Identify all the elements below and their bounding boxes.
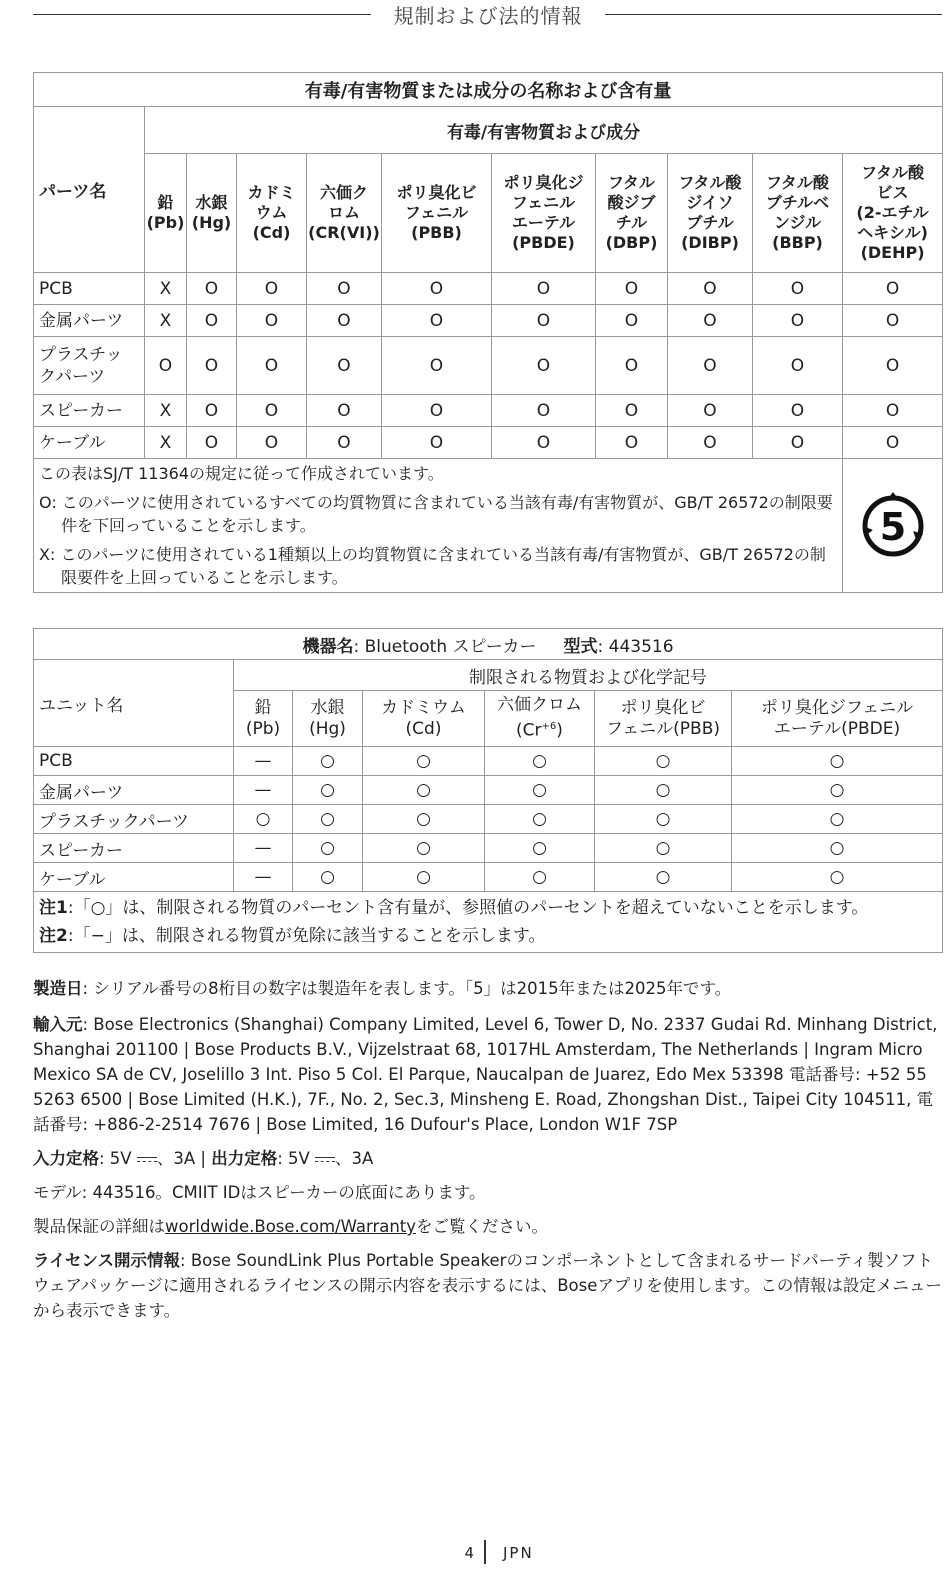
cell: O xyxy=(187,273,237,305)
cell: O xyxy=(596,395,668,427)
cell: O xyxy=(492,427,596,459)
cell: ○ xyxy=(732,805,943,834)
cell: O xyxy=(492,395,596,427)
cell: ○ xyxy=(293,776,363,805)
cell: ○ xyxy=(363,805,485,834)
row-name: プラスチックパーツ xyxy=(34,805,234,834)
cell: O xyxy=(307,337,382,395)
cell: ○ xyxy=(485,776,595,805)
cell: ○ xyxy=(293,863,363,892)
table-row xyxy=(34,863,943,892)
note-standard: この表はSJ/T 11364の規定に従って作成されています。 xyxy=(39,464,444,483)
table-row xyxy=(34,805,943,834)
column-header: ポリ臭化ジ フェニル エーテル (PBDE) xyxy=(492,154,596,273)
cell: ○ xyxy=(732,776,943,805)
table1-notes xyxy=(34,459,843,593)
cell: O xyxy=(382,395,492,427)
column-header: カドミウム (Cd) xyxy=(363,691,485,747)
footer-divider xyxy=(484,1540,486,1564)
header-rule-right xyxy=(605,14,942,15)
row-name: 金属パーツ xyxy=(34,776,234,805)
warranty-link[interactable]: worldwide.Bose.com/Warranty xyxy=(165,1217,417,1236)
manufacture-date: 製造日: シリアル番号の8桁目の数字は製造年を表します。「5」は2015年または2025年です。 xyxy=(33,979,732,998)
column-header: 六価クロム $(Cr^{+6})$ xyxy=(485,691,595,747)
cell: ○ xyxy=(363,863,485,892)
page-title: 規制および法的情報 xyxy=(393,4,583,28)
hazardous-substances-table xyxy=(33,72,943,593)
cell: O xyxy=(187,337,237,395)
cell: O xyxy=(753,305,843,337)
dc-symbol-icon xyxy=(315,1156,335,1164)
page-footer xyxy=(0,1540,950,1568)
row-name: プラスチッ クパーツ xyxy=(34,337,145,395)
table-row xyxy=(34,427,943,459)
cell: ○ xyxy=(595,776,732,805)
row-name: ケーブル xyxy=(34,427,145,459)
cell: O xyxy=(843,427,943,459)
cell: X xyxy=(145,305,187,337)
cell: O xyxy=(382,305,492,337)
row-name: ケーブル xyxy=(34,863,234,892)
ratings: 入力定格: 5V 、3A | 出力定格: 5V 、3A xyxy=(33,1149,374,1168)
device-value: : Bluetooth スピーカー xyxy=(353,636,537,657)
cell: O xyxy=(382,273,492,305)
cell: O xyxy=(492,305,596,337)
cell: ○ xyxy=(485,805,595,834)
cell: O xyxy=(237,427,307,459)
table1-title: 有毒/有害物質または成分の名称および含有量 xyxy=(34,73,943,107)
column-header: 水銀 (Hg) xyxy=(293,691,363,747)
cell: O xyxy=(382,427,492,459)
column-header: フタル 酸ジブ チル (DBP) xyxy=(596,154,668,273)
table-row xyxy=(34,337,943,395)
column-header: 水銀 (Hg) xyxy=(187,154,237,273)
cell: ○ xyxy=(293,805,363,834)
restricted-substances-table xyxy=(33,628,943,953)
cell: O xyxy=(307,427,382,459)
cell: ○ xyxy=(595,805,732,834)
column-header: ポリ臭化ビ フェニル (PBB) xyxy=(382,154,492,273)
row-name: PCB xyxy=(34,273,145,305)
cell: O xyxy=(307,273,382,305)
cell: O xyxy=(307,395,382,427)
column-header: カドミ ウム (Cd) xyxy=(237,154,307,273)
cell: X xyxy=(145,273,187,305)
cell: O xyxy=(843,305,943,337)
cell: O xyxy=(843,337,943,395)
license-info: ライセンス開示情報: Bose SoundLink Plus Portable Speakerのコンポーネントとして含まれるサードパーティ製ソフトウェアパッケージに適用されるライセンスの開示内容を表示するには、Boseアプリを使用します。この情報は設定メニューから表示できます。 xyxy=(33,1251,942,1320)
language-code: JPN xyxy=(503,1544,534,1562)
cell: O xyxy=(753,395,843,427)
row-name: スピーカー xyxy=(34,834,234,863)
recycle-5-icon xyxy=(851,484,935,568)
column-header: ポリ臭化ビ フェニル(PBB) xyxy=(595,691,732,747)
cell: ○ xyxy=(234,805,293,834)
cell: ○ xyxy=(595,747,732,776)
note-2: 注2:「−」は、制限される物質が免除に該当することを示します。 xyxy=(39,926,546,946)
cell: O xyxy=(753,273,843,305)
model-value: : 443516 xyxy=(597,636,674,657)
cell: O xyxy=(753,337,843,395)
page-number: 4 xyxy=(464,1544,474,1562)
table1-subtitle: 有毒/有害物質および成分 xyxy=(145,107,943,154)
cell: O xyxy=(668,337,753,395)
cell: ○ xyxy=(732,747,943,776)
note-o: O: このパーツに使用されているすべての均質物質に含まれている当該有毒/有害物質が、GB/T 26572の制限要件を下回っていることを示します。 xyxy=(39,493,833,535)
table2-subtitle: 制限される物質および化学記号 xyxy=(234,660,943,691)
cell: ○ xyxy=(485,834,595,863)
table2-notes xyxy=(34,892,943,953)
cell: O xyxy=(668,305,753,337)
cell: O xyxy=(237,305,307,337)
row-name: PCB xyxy=(34,747,234,776)
cell: O xyxy=(145,337,187,395)
model-info: モデル: 443516。CMIIT IDはスピーカーの底面にあります。 xyxy=(33,1183,486,1202)
table1-column-headers xyxy=(34,154,943,273)
table-row xyxy=(34,305,943,337)
column-header: 鉛 (Pb) xyxy=(145,154,187,273)
header-rule-left xyxy=(33,14,371,15)
cell: O xyxy=(668,395,753,427)
cell: ○ xyxy=(293,747,363,776)
model-label: 型式 xyxy=(563,636,598,657)
cell: ○ xyxy=(732,863,943,892)
cell: — xyxy=(234,863,293,892)
epup-number: 5 xyxy=(879,504,906,549)
cell: O xyxy=(307,305,382,337)
cell: — xyxy=(234,834,293,863)
cell: O xyxy=(237,337,307,395)
cell: ○ xyxy=(732,834,943,863)
importer-info: 輸入元: Bose Electronics (Shanghai) Company Limited, Level 6, Tower D, No. 2337 Gudai Rd. Minhang District, Shanghai 201100 | Bose Products B.V., Vijzelstraat 68, 1017HL Amsterdam, The Netherlands | Ingram Micro Mexico SA de CV, Joselillo 3 Int. Piso 5 Col. El Parque, Naucalpan de Juarez, Edo Mex 53398 電話番号: +52 55 5263 6500 | Bose Limited (H.K.), 7F., No. 2, Sec.3, Minsheng E. Road, Zhongshan Dist., Taipei City 104511, 電話番号: +886-2-2514 7676 | Bose Limited, 16 Dufour's Place, London W1F 7SP xyxy=(33,1015,938,1134)
cell: O xyxy=(492,273,596,305)
column-header: 六価ク ロム (CR(VI)) xyxy=(307,154,382,273)
cell: ○ xyxy=(363,776,485,805)
note-1: 注1:「○」は、制限される物質のパーセント含有量が、参照値のパーセントを超えていないことを示します。 xyxy=(39,898,869,918)
warranty-info: 製品保証の詳細はworldwide.Bose.com/Warrantyをご覧ください。 xyxy=(33,1217,549,1236)
table-row xyxy=(34,776,943,805)
cell: ○ xyxy=(595,834,732,863)
cell: O xyxy=(668,427,753,459)
cell: O xyxy=(843,273,943,305)
column-header: ポリ臭化ジフェニル エーテル(PBDE) xyxy=(732,691,943,747)
cell: ○ xyxy=(485,747,595,776)
cell: ○ xyxy=(293,834,363,863)
column-header: フタル酸 ジイソ ブチル (DIBP) xyxy=(668,154,753,273)
cell: O xyxy=(237,273,307,305)
cell: — xyxy=(234,747,293,776)
cell: O xyxy=(596,305,668,337)
part-name-header: パーツ名 xyxy=(34,107,145,273)
cell: ○ xyxy=(363,834,485,863)
cell: O xyxy=(843,395,943,427)
column-header: フタル酸 ビス (2-エチル ヘキシル) (DEHP) xyxy=(843,154,943,273)
cell: X xyxy=(145,395,187,427)
row-name: スピーカー xyxy=(34,395,145,427)
cell: X xyxy=(145,427,187,459)
dc-symbol-icon xyxy=(137,1156,157,1164)
table-row xyxy=(34,747,943,776)
cell: O xyxy=(596,337,668,395)
cell: ○ xyxy=(485,863,595,892)
table-row xyxy=(34,273,943,305)
cell: O xyxy=(668,273,753,305)
device-title xyxy=(34,629,943,660)
cell: O xyxy=(753,427,843,459)
column-header: 鉛 (Pb) xyxy=(234,691,293,747)
column-header: フタル酸 ブチルベ ンジル (BBP) xyxy=(753,154,843,273)
table-row xyxy=(34,395,943,427)
cell: O xyxy=(187,305,237,337)
cell: ○ xyxy=(595,863,732,892)
unit-name-header: ユニット名 xyxy=(34,660,234,747)
device-label: 機器名 xyxy=(302,636,354,657)
cell: O xyxy=(596,427,668,459)
cell: O xyxy=(492,337,596,395)
epup-logo-cell xyxy=(843,459,943,593)
cell: O xyxy=(382,337,492,395)
cell: O xyxy=(187,395,237,427)
cell: ○ xyxy=(363,747,485,776)
note-x: X: このパーツに使用されている1種類以上の均質物質に含まれている当該有毒/有害物質が、GB/T 26572の制限要件を上回っていることを示します。 xyxy=(39,545,826,587)
cell: O xyxy=(187,427,237,459)
cell: O xyxy=(237,395,307,427)
cell: — xyxy=(234,776,293,805)
page-header xyxy=(33,0,942,26)
row-name: 金属パーツ xyxy=(34,305,145,337)
cell: O xyxy=(596,273,668,305)
table-row xyxy=(34,834,943,863)
